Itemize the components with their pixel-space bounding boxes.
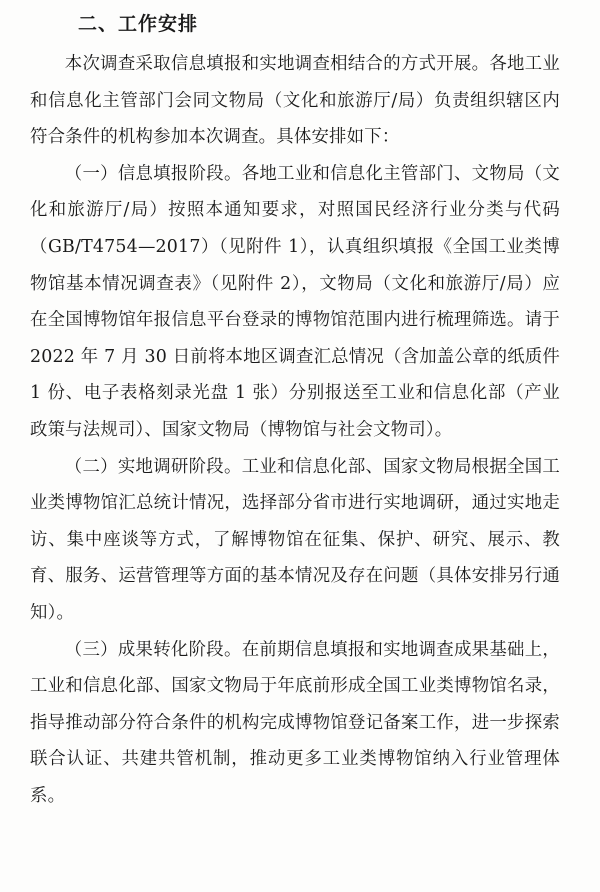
document-body xyxy=(30,46,560,814)
paragraph-stage-2-field-research: （二）实地调研阶段。工业和信息化部、国家文物局根据全国工业类博物馆汇总统计情况，选择部分省市进行实地调研，通过实地走访、集中座谈等方式，了解博物馆在征集、保护、研究、展示、教育、服务、运营管理等方面的基本情况及存在问题（具体安排另行通知）。 xyxy=(30,456,560,623)
paragraph-stage-3-results-conversion: （三）成果转化阶段。在前期信息填报和实地调查成果基础上，工业和信息化部、国家文物局于年底前形成全国工业类博物馆名录，指导推动部分符合条件的机构完成博物馆登记备案工作，进一步探索联合认证、共建共管机制，推动更多工业类博物馆纳入行业管理体系。 xyxy=(30,639,560,806)
paragraph-intro: 本次调查采取信息填报和实地调查相结合的方式开展。各地工业和信息化主管部门会同文物局（文化和旅游厅/局）负责组织辖区内符合条件的机构参加本次调查。具体安排如下： xyxy=(30,54,560,148)
paragraph-stage-1-info-reporting: （一）信息填报阶段。各地工业和信息化主管部门、文物局（文化和旅游厅/局）按照本通知要求，对照国民经济行业分类与代码（GB/T4754—2017）（见附件 1），认真组织填报《全国工业类博物馆基本情况调查表》（见附件 2），文物局（文化和旅游厅/局）应在全国博物馆年报信息平台登录的博物馆范围内进行梳理筛选。请于 2022 年 7 月 30 日前将本地区调查汇总情况（含加盖公章的纸质件 1 份、电子表格刻录光盘 1 张）分别报送至工业和信息化部（产业政策与法规司）、国家文物局（博物馆与社会文物司）。 xyxy=(30,163,560,440)
section-heading: 二、工作安排 xyxy=(78,13,199,35)
